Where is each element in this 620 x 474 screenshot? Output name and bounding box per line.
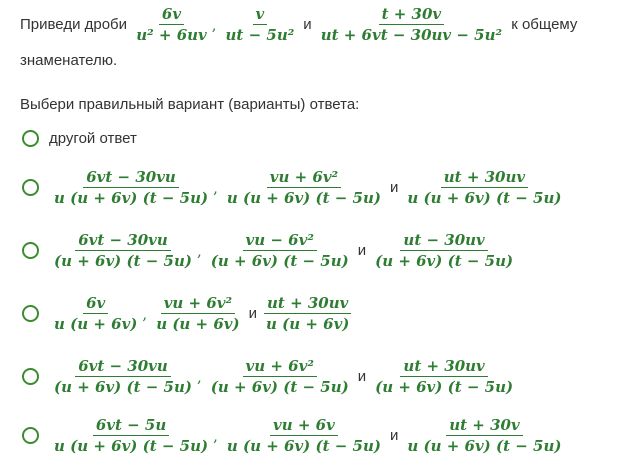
question-tail: к общему [511, 15, 578, 33]
comma: , [196, 241, 202, 260]
conjunction: и [248, 305, 257, 322]
question-fraction [133, 4, 210, 45]
fraction-numerator: 6vt − 30vu [75, 230, 171, 251]
question-line2: знаменателю. [20, 52, 118, 69]
comma: , [142, 304, 148, 323]
answer-option-4[interactable] [22, 356, 518, 397]
fraction-denominator: u (u + 6v) (t − 5u) [54, 189, 209, 207]
fraction-numerator: ut + 30uv [264, 293, 351, 314]
comma: , [213, 426, 218, 445]
fraction-denominator: u (u + 6v) (t − 5u) [407, 437, 562, 455]
conjunction: и [303, 15, 312, 33]
conjunction: и [390, 427, 399, 444]
option-fraction [153, 293, 242, 334]
fraction-denominator: (u + 6v) (t − 5u) [375, 252, 514, 270]
fraction-numerator: vu + 6v² [243, 356, 317, 377]
fraction-denominator: u (u + 6v) (t − 5u) [226, 437, 381, 455]
fraction-denominator: ut + 6vt − 30uv − 5u² [320, 26, 503, 44]
question-fraction [318, 4, 505, 45]
conjunction: и [357, 242, 367, 259]
radio-button[interactable] [22, 305, 39, 322]
fraction-numerator: vu + 6v² [161, 293, 235, 314]
question-fraction [223, 4, 298, 45]
fraction-numerator: v [253, 4, 268, 25]
answer-option-5[interactable] [22, 415, 567, 456]
option-fraction [51, 230, 195, 271]
option-fraction [263, 293, 352, 334]
answer-option-3[interactable] [22, 293, 354, 334]
fraction-numerator: vu − 6v² [243, 230, 317, 251]
question-intro: Приведи дроби [20, 15, 128, 33]
fraction-denominator: (u + 6v) (t − 5u) [210, 378, 349, 396]
fraction-numerator: ut + 30uv [400, 356, 487, 377]
fraction-numerator: ut + 30uv [441, 167, 528, 188]
comma: , [211, 15, 217, 34]
radio-button[interactable] [22, 427, 39, 444]
answer-option-0[interactable] [22, 130, 137, 147]
fraction-numerator: 6vt − 30vu [75, 356, 171, 377]
comma: , [213, 178, 218, 197]
fraction-denominator: u (u + 6v) [156, 315, 240, 333]
option-fraction [224, 415, 384, 456]
fraction-numerator: 6vt − 5u [93, 415, 169, 436]
fraction-numerator: ut − 30uv [400, 230, 487, 251]
option-label[interactable]: другой ответ [49, 130, 137, 147]
option-fraction [51, 415, 211, 456]
option-fraction [51, 356, 195, 397]
fraction-denominator: (u + 6v) (t − 5u) [210, 252, 349, 270]
conjunction: и [390, 179, 399, 196]
option-fraction [224, 167, 384, 208]
fraction-denominator: u (u + 6v) (t − 5u) [54, 437, 209, 455]
radio-button[interactable] [22, 368, 39, 385]
answer-prompt: Выбери правильный вариант (варианты) ответа: [20, 96, 360, 113]
fraction-numerator: vu + 6v [270, 415, 338, 436]
fraction-denominator: ut − 5u² [225, 26, 295, 44]
radio-button[interactable] [22, 242, 39, 259]
radio-button[interactable] [22, 130, 39, 147]
fraction-denominator: u (u + 6v) (t − 5u) [407, 189, 562, 207]
option-fraction [404, 415, 564, 456]
fraction-numerator: 6v [159, 4, 184, 25]
conjunction: и [357, 368, 367, 385]
fraction-denominator: (u + 6v) (t − 5u) [54, 252, 192, 270]
option-fraction [51, 293, 140, 334]
answer-option-2[interactable] [22, 230, 518, 271]
fraction-denominator: u (u + 6v) (t − 5u) [226, 189, 381, 207]
option-fraction [208, 230, 352, 271]
fraction-denominator: u² + 6uv [136, 26, 207, 44]
fraction-denominator: (u + 6v) (t − 5u) [375, 378, 514, 396]
fraction-denominator: (u + 6v) (t − 5u) [54, 378, 192, 396]
option-fraction [51, 167, 211, 208]
answer-option-1[interactable] [22, 167, 567, 208]
option-fraction [208, 356, 352, 397]
radio-button[interactable] [22, 179, 39, 196]
fraction-denominator: u (u + 6v) [265, 315, 350, 333]
option-fraction [372, 230, 516, 271]
fraction-numerator: t + 30v [379, 4, 445, 25]
comma: , [196, 367, 202, 386]
fraction-numerator: ut + 30v [446, 415, 522, 436]
fraction-denominator: u (u + 6v) [54, 315, 138, 333]
option-fraction [404, 167, 564, 208]
question-text [20, 4, 616, 73]
option-fraction [372, 356, 516, 397]
fraction-numerator: 6vt − 30vu [83, 167, 179, 188]
fraction-numerator: 6v [83, 293, 108, 314]
fraction-numerator: vu + 6v² [267, 167, 341, 188]
